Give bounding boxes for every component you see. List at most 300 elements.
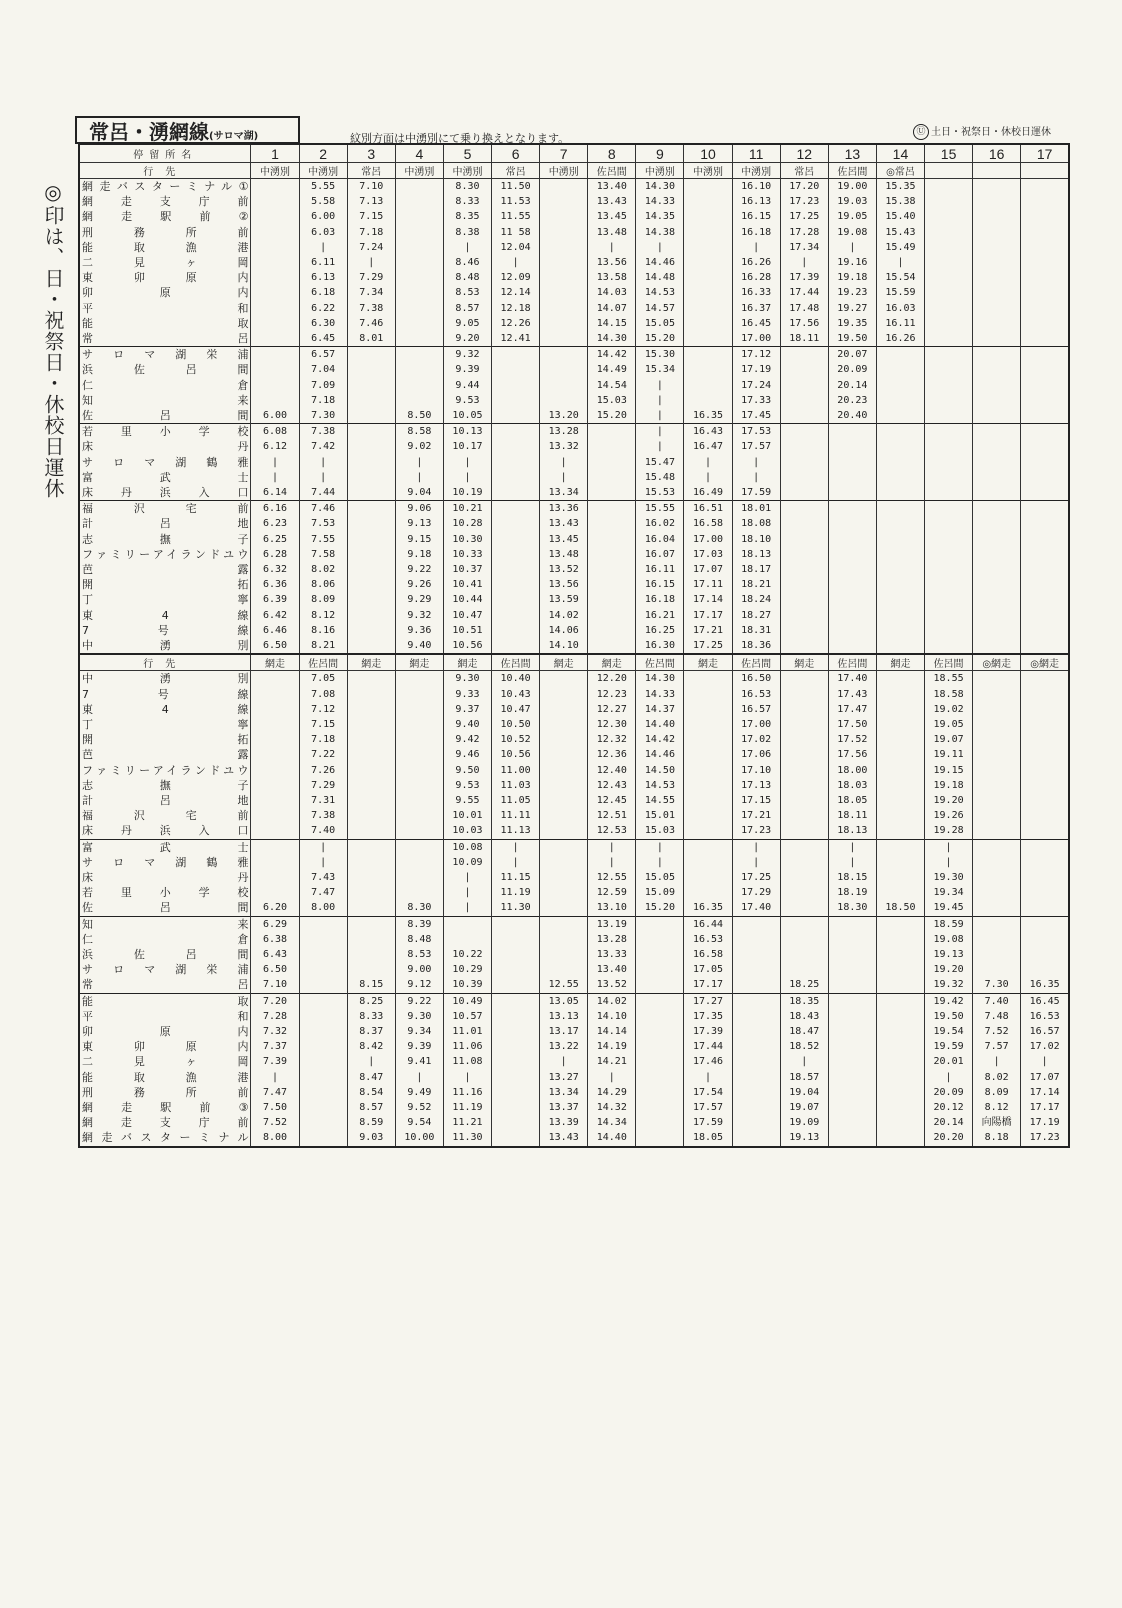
departure-time: 15.54 (876, 270, 924, 285)
departure-time: 7.13 (347, 194, 395, 209)
stop-row (79, 870, 1069, 885)
departure-time: 9.30 (395, 1009, 443, 1024)
departure-time: 6.42 (251, 608, 299, 623)
departure-time (443, 916, 491, 932)
stop-row (79, 932, 1069, 947)
departure-time: 12.20 (588, 671, 636, 687)
departure-time (1021, 962, 1069, 977)
stop-name: 床丹浜入口 (79, 485, 251, 501)
departure-time (1021, 209, 1069, 224)
departure-time: | (636, 240, 684, 255)
departure-time (925, 378, 973, 393)
departure-time: 6.20 (251, 900, 299, 916)
departure-time (1021, 839, 1069, 855)
departure-time (973, 255, 1021, 270)
departure-time (925, 347, 973, 363)
departure-time: 7.48 (973, 1009, 1021, 1024)
trip-destination: ◎常呂 (876, 163, 924, 179)
departure-time (492, 439, 540, 454)
departure-time (876, 378, 924, 393)
departure-time: 9.13 (395, 516, 443, 531)
departure-time (732, 947, 780, 962)
stop-row (79, 885, 1069, 900)
side-note: ◎印は、日・祝祭日・休校日運休 (41, 180, 65, 499)
stop-row (79, 1039, 1069, 1054)
departure-time: 7.18 (299, 393, 347, 408)
departure-time: 17.23 (1021, 1130, 1069, 1146)
departure-time (1021, 225, 1069, 240)
departure-time: 6.23 (251, 516, 299, 531)
departure-time: 18.01 (732, 501, 780, 517)
departure-time (876, 793, 924, 808)
departure-time (492, 362, 540, 377)
departure-time (347, 424, 395, 440)
departure-time: 17.56 (828, 747, 876, 762)
departure-time: 8.39 (395, 916, 443, 932)
stop-name: 若里小学校 (79, 424, 251, 440)
stop-name: 開拓 (79, 732, 251, 747)
departure-time (492, 1024, 540, 1039)
departure-time: 20.12 (925, 1100, 973, 1115)
departure-time (347, 823, 395, 839)
departure-time: 17.21 (684, 623, 732, 638)
departure-time: 7.40 (973, 993, 1021, 1009)
departure-time: | (973, 1054, 1021, 1069)
trip-number: 14 (876, 144, 924, 163)
departure-time: 16.51 (684, 501, 732, 517)
trip-destination: 網走 (540, 654, 588, 671)
departure-time: 16.35 (684, 900, 732, 916)
stop-row (79, 855, 1069, 870)
departure-time (251, 808, 299, 823)
departure-time (780, 747, 828, 762)
stop-row (79, 547, 1069, 562)
departure-time: 17.54 (684, 1085, 732, 1100)
departure-time: | (443, 1070, 491, 1085)
stop-name: 7号線 (79, 623, 251, 638)
departure-time: 17.39 (684, 1024, 732, 1039)
departure-time (973, 793, 1021, 808)
stop-row (79, 1115, 1069, 1130)
departure-time: 11.11 (492, 808, 540, 823)
departure-time (395, 778, 443, 793)
departure-time: 17.25 (684, 638, 732, 654)
departure-time: 7.58 (299, 547, 347, 562)
departure-time (540, 793, 588, 808)
departure-time: 11.19 (443, 1100, 491, 1115)
departure-time (299, 916, 347, 932)
departure-time: | (347, 1054, 395, 1069)
departure-time: 13.36 (540, 501, 588, 517)
departure-time: 7.44 (299, 485, 347, 501)
departure-time: 7.30 (299, 408, 347, 424)
trip-destination: 常呂 (492, 163, 540, 179)
departure-time (732, 916, 780, 932)
departure-time: 13.10 (588, 900, 636, 916)
departure-time: 11.19 (492, 885, 540, 900)
departure-time: 15.48 (636, 470, 684, 485)
departure-time: 18.19 (828, 885, 876, 900)
departure-time: 9.32 (395, 608, 443, 623)
route-title (75, 116, 300, 144)
departure-time (876, 439, 924, 454)
trip-destination: 網走 (347, 654, 395, 671)
departure-time: 17.28 (780, 225, 828, 240)
inbound-section (79, 671, 1069, 1147)
departure-time: 12.32 (588, 732, 636, 747)
departure-time: 7.26 (299, 763, 347, 778)
departure-time (347, 608, 395, 623)
departure-time (684, 194, 732, 209)
departure-time: 11.13 (492, 823, 540, 839)
departure-time: 9.54 (395, 1115, 443, 1130)
departure-time (684, 179, 732, 195)
departure-time: 18.13 (732, 547, 780, 562)
departure-time: 15.59 (876, 285, 924, 300)
departure-time (395, 225, 443, 240)
departure-time: 17.29 (732, 885, 780, 900)
departure-time: 19.05 (828, 209, 876, 224)
departure-time: 18.13 (828, 823, 876, 839)
departure-time: 15.01 (636, 808, 684, 823)
departure-time (251, 347, 299, 363)
departure-time: 12.26 (492, 316, 540, 331)
departure-time (492, 1100, 540, 1115)
trip-destination: 網走 (251, 654, 299, 671)
departure-time (780, 608, 828, 623)
departure-time (684, 347, 732, 363)
departure-time: 16.15 (732, 209, 780, 224)
departure-time: | (299, 240, 347, 255)
departure-time (684, 702, 732, 717)
departure-time: | (299, 455, 347, 470)
departure-time: 16.53 (732, 687, 780, 702)
departure-time (395, 808, 443, 823)
departure-time (973, 916, 1021, 932)
departure-time: | (251, 470, 299, 485)
stop-row (79, 747, 1069, 762)
stop-name: 卯原内 (79, 1024, 251, 1039)
departure-time: 17.21 (732, 808, 780, 823)
departure-time (925, 179, 973, 195)
departure-time (347, 623, 395, 638)
trip-destination: 佐呂間 (732, 654, 780, 671)
departure-time (1021, 732, 1069, 747)
departure-time: 11.03 (492, 778, 540, 793)
stop-row (79, 485, 1069, 501)
departure-time (540, 962, 588, 977)
departure-time (540, 702, 588, 717)
stop-name: 床丹 (79, 439, 251, 454)
departure-time: 16.28 (732, 270, 780, 285)
departure-time (588, 485, 636, 501)
departure-time (1021, 270, 1069, 285)
departure-time: 7.47 (251, 1085, 299, 1100)
departure-time (973, 638, 1021, 654)
departure-time: 10.30 (443, 532, 491, 547)
departure-time: 17.34 (780, 240, 828, 255)
departure-time (636, 947, 684, 962)
departure-time (251, 194, 299, 209)
departure-time: 18.00 (828, 763, 876, 778)
departure-time: 16.18 (636, 592, 684, 607)
departure-time: 7.29 (299, 778, 347, 793)
departure-time (828, 1115, 876, 1130)
departure-time: | (443, 470, 491, 485)
departure-time (492, 577, 540, 592)
departure-time: 7.04 (299, 362, 347, 377)
departure-time (347, 393, 395, 408)
departure-time: 8.15 (347, 977, 395, 993)
stop-name: 7号線 (79, 687, 251, 702)
departure-time: 10.56 (492, 747, 540, 762)
departure-time (492, 1130, 540, 1146)
departure-time: 11.05 (492, 793, 540, 808)
departure-time (684, 885, 732, 900)
departure-time: 14.40 (636, 717, 684, 732)
departure-time (540, 179, 588, 195)
departure-time: 17.24 (732, 378, 780, 393)
departure-time: 9.15 (395, 532, 443, 547)
departure-time (973, 562, 1021, 577)
departure-time: 17.56 (780, 316, 828, 331)
departure-time: 7.24 (347, 240, 395, 255)
departure-time: 19.50 (828, 331, 876, 347)
departure-time (828, 947, 876, 962)
trip-destination: 佐呂間 (925, 654, 973, 671)
trip-destination: 網走 (395, 654, 443, 671)
stop-row (79, 225, 1069, 240)
departure-time: 12.45 (588, 793, 636, 808)
departure-time: 6.50 (251, 638, 299, 654)
departure-time: 7.08 (299, 687, 347, 702)
departure-time: 17.44 (780, 285, 828, 300)
departure-time (876, 717, 924, 732)
departure-time (973, 547, 1021, 562)
departure-time: 8.02 (299, 562, 347, 577)
departure-time (251, 855, 299, 870)
departure-time: 14.37 (636, 702, 684, 717)
departure-time (492, 393, 540, 408)
departure-time: 8.33 (347, 1009, 395, 1024)
departure-time: 6.39 (251, 592, 299, 607)
departure-time: 17.50 (828, 717, 876, 732)
departure-time (395, 671, 443, 687)
departure-time (973, 331, 1021, 347)
stop-name: 中湧別 (79, 671, 251, 687)
departure-time: 7.55 (299, 532, 347, 547)
departure-time (780, 870, 828, 885)
departure-time: 11.21 (443, 1115, 491, 1130)
departure-time: 15.49 (876, 240, 924, 255)
departure-time (780, 732, 828, 747)
departure-time (876, 592, 924, 607)
departure-time (1021, 501, 1069, 517)
departure-time: 13.17 (540, 1024, 588, 1039)
departure-time (828, 439, 876, 454)
departure-time: 8.00 (299, 900, 347, 916)
departure-time: 9.30 (443, 671, 491, 687)
departure-time: | (636, 855, 684, 870)
departure-time: 11.06 (443, 1039, 491, 1054)
departure-time: | (492, 255, 540, 270)
departure-time: 6.45 (299, 331, 347, 347)
departure-time: 17.07 (684, 562, 732, 577)
departure-time: 6.22 (299, 301, 347, 316)
departure-time (780, 592, 828, 607)
departure-time (1021, 916, 1069, 932)
departure-time (973, 577, 1021, 592)
departure-time (588, 638, 636, 654)
departure-time: 14.35 (636, 209, 684, 224)
departure-time: | (732, 839, 780, 855)
departure-time: 7.38 (299, 424, 347, 440)
departure-time (395, 179, 443, 195)
departure-time: 16.43 (684, 424, 732, 440)
departure-time: 10.39 (443, 977, 491, 993)
departure-time (1021, 562, 1069, 577)
stop-name: サロマ湖鶴雅 (79, 855, 251, 870)
departure-time (1021, 378, 1069, 393)
departure-time (925, 516, 973, 531)
departure-time: | (347, 255, 395, 270)
departure-time: 17.59 (684, 1115, 732, 1130)
departure-time (251, 378, 299, 393)
departure-time (251, 747, 299, 762)
departure-time: 17.05 (684, 962, 732, 977)
departure-time (1021, 362, 1069, 377)
stop-name: 網走支庁前 (79, 1115, 251, 1130)
departure-time (347, 747, 395, 762)
departure-time (876, 702, 924, 717)
departure-time (636, 932, 684, 947)
stop-name: 東卯原内 (79, 1039, 251, 1054)
departure-time: 13.43 (588, 194, 636, 209)
stop-name: 計呂地 (79, 516, 251, 531)
departure-time (347, 839, 395, 855)
stop-row (79, 608, 1069, 623)
departure-time: 16.07 (636, 547, 684, 562)
departure-time: 7.37 (251, 1039, 299, 1054)
departure-time: 9.03 (347, 1130, 395, 1146)
departure-time (828, 1039, 876, 1054)
departure-time: 10.51 (443, 623, 491, 638)
departure-time (492, 947, 540, 962)
departure-time (876, 501, 924, 517)
departure-time: 15.55 (636, 501, 684, 517)
departure-time (540, 331, 588, 347)
departure-time: 20.14 (925, 1115, 973, 1130)
departure-time (299, 1070, 347, 1085)
departure-time: 6.38 (251, 932, 299, 947)
departure-time (732, 1115, 780, 1130)
departure-time: 14.15 (588, 316, 636, 331)
departure-time (251, 823, 299, 839)
departure-time (1021, 855, 1069, 870)
departure-time (684, 717, 732, 732)
departure-time: 8.30 (443, 179, 491, 195)
departure-time (251, 393, 299, 408)
departure-time: 14.14 (588, 1024, 636, 1039)
departure-time (1021, 347, 1069, 363)
trip-destination: 中湧別 (636, 163, 684, 179)
departure-time: 9.29 (395, 592, 443, 607)
stop-name: 富武士 (79, 470, 251, 485)
departure-time (780, 855, 828, 870)
departure-time: 19.05 (925, 717, 973, 732)
departure-time (973, 485, 1021, 501)
departure-time (299, 1100, 347, 1115)
departure-time (347, 732, 395, 747)
departure-time: 19.45 (925, 900, 973, 916)
departure-time (780, 455, 828, 470)
departure-time: 18.21 (732, 577, 780, 592)
departure-time (395, 301, 443, 316)
departure-time: 11.55 (492, 209, 540, 224)
departure-time: 12.41 (492, 331, 540, 347)
departure-time: 17.07 (1021, 1070, 1069, 1085)
stop-row (79, 671, 1069, 687)
stop-row (79, 977, 1069, 993)
departure-time (251, 687, 299, 702)
departure-time: 13.48 (540, 547, 588, 562)
departure-time: 7.20 (251, 993, 299, 1009)
departure-time: 17.19 (1021, 1115, 1069, 1130)
departure-time (780, 562, 828, 577)
departure-time (347, 501, 395, 517)
stop-row (79, 1085, 1069, 1100)
departure-time (876, 623, 924, 638)
departure-time (780, 916, 828, 932)
departure-time: 12.36 (588, 747, 636, 762)
stop-row (79, 393, 1069, 408)
departure-time: | (443, 240, 491, 255)
departure-time: 14.02 (588, 993, 636, 1009)
trip-number: 15 (925, 144, 973, 163)
departure-time (251, 793, 299, 808)
stop-row (79, 638, 1069, 654)
departure-time: 18.52 (780, 1039, 828, 1054)
departure-time: 7.30 (973, 977, 1021, 993)
departure-time (828, 1100, 876, 1115)
stop-name: 中湧別 (79, 638, 251, 654)
departure-time (1021, 424, 1069, 440)
departure-time (876, 608, 924, 623)
departure-time: 14.29 (588, 1085, 636, 1100)
departure-time: 16.49 (684, 485, 732, 501)
departure-time (1021, 331, 1069, 347)
stop-header: 停留所名 (79, 144, 251, 163)
departure-time: 15.43 (876, 225, 924, 240)
stop-row (79, 763, 1069, 778)
departure-time: 8.16 (299, 623, 347, 638)
departure-time: 14.07 (588, 301, 636, 316)
departure-time: 13.45 (540, 532, 588, 547)
departure-time: 17.06 (732, 747, 780, 762)
departure-time (925, 592, 973, 607)
departure-time: 7.38 (299, 808, 347, 823)
departure-time (540, 240, 588, 255)
departure-time (540, 393, 588, 408)
departure-time (876, 1039, 924, 1054)
departure-time: 16.02 (636, 516, 684, 531)
departure-time: 8.57 (443, 301, 491, 316)
departure-time (636, 1024, 684, 1039)
departure-time (347, 717, 395, 732)
trip-destination: 網走 (588, 654, 636, 671)
departure-time (347, 763, 395, 778)
departure-time (492, 1054, 540, 1069)
